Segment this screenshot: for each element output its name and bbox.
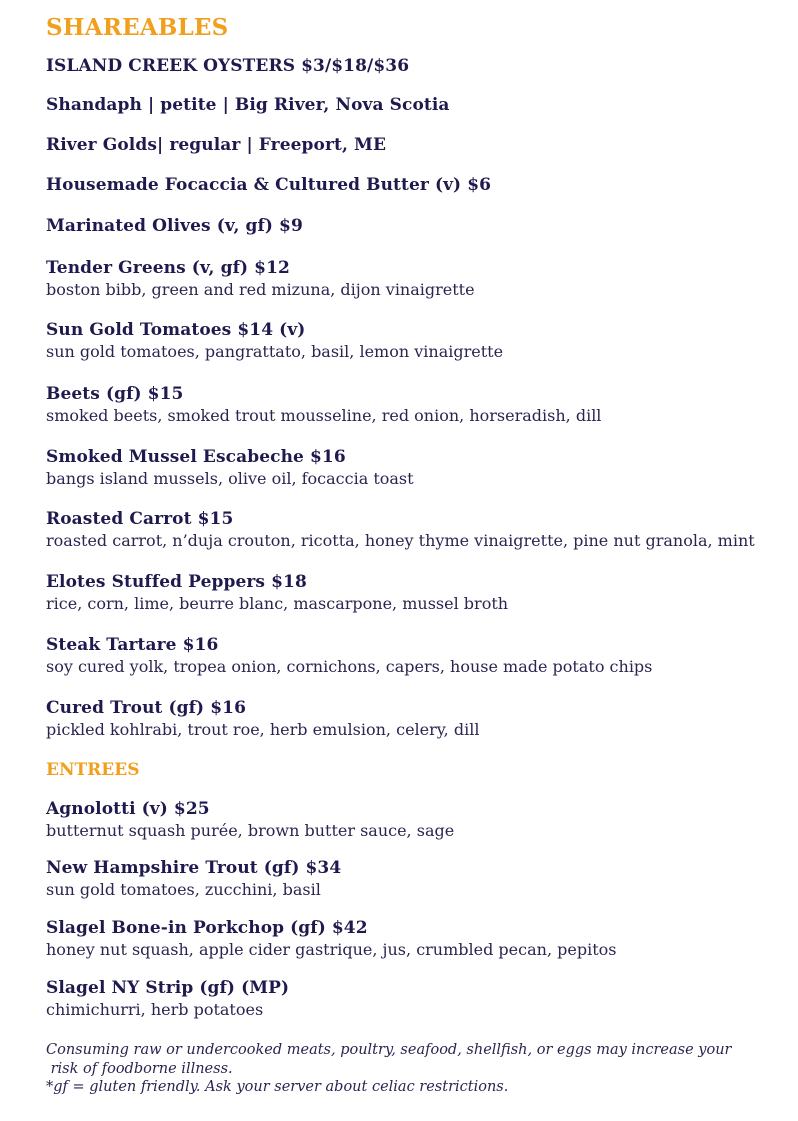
menu-item-description: soy cured yolk, tropea onion, cornichons, capers, house made potato chips — [46, 657, 653, 676]
entrees-heading: ENTREES — [46, 760, 140, 780]
gluten-note: *gf = gluten friendly. Ask your server about celiac restrictions. — [46, 1079, 509, 1095]
menu-item — [46, 698, 786, 740]
menu-item-name: Elotes Stuffed Peppers $18 — [46, 572, 307, 592]
menu-item-name: Roasted Carrot $15 — [46, 509, 234, 529]
menu-item-description: pickled kohlrabi, trout roe, herb emulsion, celery, dill — [46, 720, 480, 739]
menu-item-description: sun gold tomatoes, pangrattato, basil, lemon vinaigrette — [46, 342, 504, 361]
menu-item-description: sun gold tomatoes, zucchini, basil — [46, 880, 321, 899]
menu-item-name: Slagel Bone-in Porkchop (gf) $42 — [46, 918, 368, 938]
menu-item — [46, 216, 786, 237]
menu-item-name: Steak Tartare $16 — [46, 635, 219, 655]
menu-item — [46, 95, 786, 116]
menu-item — [46, 509, 786, 551]
menu-item — [46, 978, 786, 1020]
disclaimer-line: risk of foodborne illness. — [46, 1060, 233, 1077]
menu-item-name: Beets (gf) $15 — [46, 384, 184, 404]
menu-item-description: bangs island mussels, olive oil, focaccia toast — [46, 469, 414, 488]
menu-item-name: ISLAND CREEK OYSTERS $3/$18/$36 — [46, 56, 410, 76]
menu-item — [46, 447, 786, 489]
menu-item-description: honey nut squash, apple cider gastrique, jus, crumbled pecan, pepitos — [46, 940, 617, 959]
menu-item-name: Agnolotti (v) $25 — [46, 799, 210, 819]
menu-item-name: Tender Greens (v, gf) $12 — [46, 258, 290, 278]
menu-item — [46, 56, 786, 77]
menu-item-description: boston bibb, green and red mizuna, dijon vinaigrette — [46, 280, 475, 299]
menu-item — [46, 384, 786, 426]
allergy-disclaimer — [46, 1041, 731, 1097]
menu-item — [46, 572, 786, 614]
menu-item — [46, 135, 786, 156]
menu-item — [46, 858, 786, 900]
menu-item — [46, 320, 786, 362]
menu-item-name: Cured Trout (gf) $16 — [46, 698, 246, 718]
menu-item-description: butternut squash purée, brown butter sauce, sage — [46, 821, 455, 840]
menu-item — [46, 918, 786, 960]
menu-item-description: roasted carrot, n’duja crouton, ricotta, honey thyme vinaigrette, pine nut granola, mint — [46, 531, 755, 550]
menu-item-name: Slagel NY Strip (gf) (MP) — [46, 978, 290, 998]
menu-item-name: Smoked Mussel Escabeche $16 — [46, 447, 346, 467]
menu-item — [46, 258, 786, 300]
menu-item-name: Marinated Olives (v, gf) $9 — [46, 216, 303, 236]
menu-item-description: rice, corn, lime, beurre blanc, mascarpone, mussel broth — [46, 594, 509, 613]
menu-item-description: smoked beets, smoked trout mousseline, red onion, horseradish, dill — [46, 406, 602, 425]
menu-item — [46, 799, 786, 841]
shareables-heading: SHAREABLES — [46, 14, 229, 41]
menu-item-name: River Golds| regular | Freeport, ME — [46, 135, 387, 155]
entrees-heading-wrap — [46, 760, 786, 780]
menu-item-description: chimichurri, herb potatoes — [46, 1000, 264, 1019]
menu-item-name: New Hampshire Trout (gf) $34 — [46, 858, 342, 878]
menu-item-name: Shandaph | petite | Big River, Nova Scotia — [46, 95, 450, 115]
menu-item — [46, 175, 786, 196]
menu-item-name: Sun Gold Tomatoes $14 (v) — [46, 320, 306, 340]
menu-item-name: Housemade Focaccia & Cultured Butter (v) $6 — [46, 175, 492, 195]
menu-item — [46, 635, 786, 677]
disclaimer-line: Consuming raw or undercooked meats, poultry, seafood, shellfish, or eggs may increase your — [46, 1042, 732, 1058]
